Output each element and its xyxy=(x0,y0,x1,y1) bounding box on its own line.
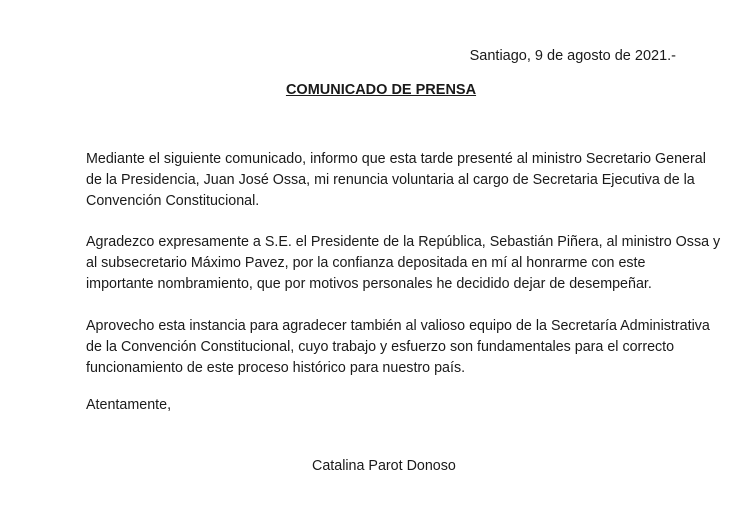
paragraph-line: Aprovecho esta instancia para agradecer también al valioso equipo de la Secretaría Administrativa xyxy=(86,318,710,334)
paragraph-line: Mediante el siguiente comunicado, informo que esta tarde presenté al ministro Secretario General xyxy=(86,151,706,167)
paragraph-line: Convención Constitucional. xyxy=(86,193,260,209)
document-title: COMUNICADO DE PRENSA xyxy=(285,82,477,98)
closing-salutation: Atentamente, xyxy=(86,397,172,413)
paragraph-thanks-government xyxy=(86,232,721,295)
signature-name: Catalina Parot Donoso xyxy=(312,458,456,474)
paragraph-line: funcionamiento de este proceso histórico para nuestro país. xyxy=(86,360,466,376)
paragraph-resignation xyxy=(86,149,706,212)
paragraph-line: de la Presidencia, Juan José Ossa, mi renuncia voluntaria al cargo de Secretaria Ejecutiva de la xyxy=(86,172,695,188)
paragraph-thanks-team xyxy=(86,316,710,379)
document-date: Santiago, 9 de agosto de 2021.- xyxy=(469,48,676,64)
paragraph-line: importante nombramiento, que por motivos personales he decidido dejar de desempeñar. xyxy=(86,276,652,292)
paragraph-line: Agradezco expresamente a S.E. el Presidente de la República, Sebastián Piñera, al ministro Ossa y xyxy=(86,234,721,250)
paragraph-line: de la Convención Constitucional, cuyo trabajo y esfuerzo son fundamentales para el correcto xyxy=(86,339,675,355)
paragraph-line: al subsecretario Máximo Pavez, por la confianza depositada en mí al honrarme con este xyxy=(86,255,646,271)
